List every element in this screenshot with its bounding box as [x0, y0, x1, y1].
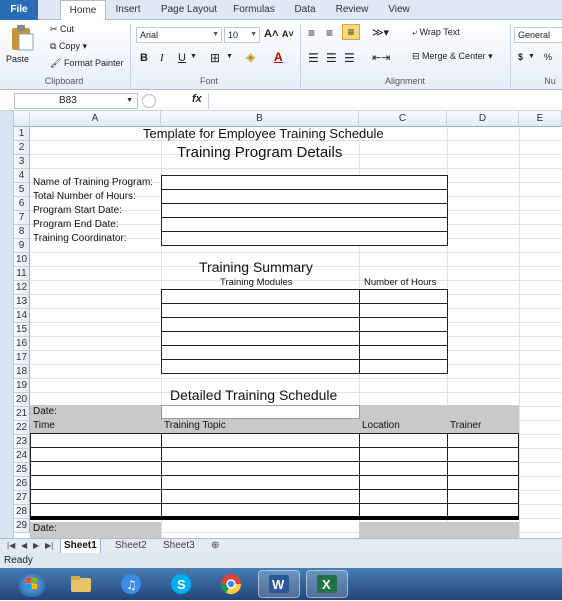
column-header-d[interactable]: D	[447, 111, 519, 127]
schedule-cell[interactable]	[447, 461, 519, 476]
summary-cell[interactable]	[359, 331, 448, 346]
row-header[interactable]: 3	[14, 155, 30, 169]
summary-cell[interactable]	[359, 359, 448, 374]
chrome-icon[interactable]	[210, 570, 252, 598]
windows-start-icon[interactable]	[18, 571, 46, 597]
start-date-cell[interactable]	[161, 203, 448, 218]
total-hours-cell[interactable]	[161, 189, 448, 204]
row-header[interactable]: 9	[14, 239, 30, 253]
row-header[interactable]: 29	[14, 519, 30, 533]
schedule-header-fill	[30, 419, 519, 433]
ribbon-tabs	[0, 0, 562, 20]
schedule-cell[interactable]	[447, 433, 519, 448]
schedule-cell[interactable]	[161, 433, 360, 448]
row-header[interactable]: 17	[14, 351, 30, 365]
ribbon-home	[0, 20, 562, 90]
chevron-down-icon: ▼	[212, 31, 219, 38]
font-color-icon[interactable]: A	[274, 50, 283, 64]
merge-center-button[interactable]: ⊟ Merge & Center ▾	[412, 51, 493, 61]
file-explorer-icon[interactable]	[60, 570, 102, 598]
chevron-down-icon: ▼	[250, 31, 257, 38]
summary-cell[interactable]	[359, 289, 448, 304]
row-header[interactable]: 15	[14, 323, 30, 337]
schedule-cell[interactable]	[161, 475, 360, 490]
gridline	[30, 252, 562, 253]
shrink-font-icon[interactable]: A˅	[282, 29, 294, 39]
schedule-cell[interactable]	[30, 489, 162, 504]
number-group-label: Nu	[544, 76, 556, 86]
row-header[interactable]: 12	[14, 281, 30, 295]
windows-taskbar	[0, 568, 562, 600]
column-header-c[interactable]: C	[359, 111, 447, 127]
paste-button[interactable]	[4, 22, 40, 72]
thick-separator	[30, 516, 519, 520]
word-icon[interactable]	[258, 570, 300, 598]
row-header[interactable]: 25	[14, 463, 30, 477]
date-row-fill	[359, 522, 519, 538]
tab-data[interactable]: Data	[294, 4, 316, 15]
tab-formulas[interactable]: Formulas	[233, 4, 275, 15]
row-header[interactable]: 6	[14, 197, 30, 211]
sheet-tab-sheet2[interactable]: Sheet2	[115, 540, 147, 551]
wrap-text-label: Wrap Text	[419, 27, 460, 37]
tab-file[interactable]: File	[0, 0, 38, 20]
chevron-down-icon[interactable]: ▼	[190, 53, 197, 60]
font-name-value: Arial	[140, 30, 159, 40]
sheet-tab-sheet3[interactable]: Sheet3	[163, 540, 195, 551]
left-window-edge	[0, 111, 14, 538]
sheet-tab-bar	[0, 538, 562, 553]
summary-cell[interactable]	[161, 289, 360, 304]
field-label-end-date: Program End Date:	[33, 219, 119, 230]
summary-cell[interactable]	[161, 359, 360, 374]
summary-cell[interactable]	[161, 345, 360, 360]
row-header[interactable]: 7	[14, 211, 30, 225]
underline-button[interactable]: U	[178, 52, 186, 64]
svg-text:X: X	[322, 577, 331, 592]
row-header[interactable]: 5	[14, 183, 30, 197]
status-bar	[0, 553, 562, 568]
align-center-icon[interactable]: ☰	[326, 51, 337, 65]
field-label-start-date: Program Start Date:	[33, 205, 122, 216]
wrap-text-button[interactable]: ⤶ Wrap Text	[412, 27, 460, 37]
align-top-icon[interactable]: ≡	[308, 26, 316, 40]
row-header[interactable]: 20	[14, 393, 30, 407]
schedule-cell[interactable]	[30, 461, 162, 476]
section-title-program-details: Training Program Details	[177, 144, 343, 161]
schedule-cell[interactable]	[359, 447, 448, 462]
gridline	[30, 378, 562, 379]
worksheet-grid[interactable]	[30, 127, 562, 538]
font-size-value: 10	[228, 30, 239, 40]
schedule-cell[interactable]	[161, 489, 360, 504]
row-header[interactable]: 4	[14, 169, 30, 183]
summary-cell[interactable]	[161, 303, 360, 318]
svg-text:♫: ♫	[126, 578, 137, 592]
row-header[interactable]: 13	[14, 295, 30, 309]
row-header[interactable]: 28	[14, 505, 30, 519]
schedule-cell[interactable]	[359, 461, 448, 476]
schedule-header-location: Location	[362, 420, 400, 431]
summary-header-hours: Number of Hours	[364, 277, 437, 288]
schedule-cell[interactable]	[447, 447, 519, 462]
name-box[interactable]	[14, 93, 138, 109]
font-size-select[interactable]	[224, 27, 260, 43]
schedule-cell[interactable]	[161, 447, 360, 462]
schedule-cell[interactable]	[30, 447, 162, 462]
row-header[interactable]: 21	[14, 407, 30, 421]
chevron-down-icon[interactable]: ▼	[226, 53, 233, 60]
row-header[interactable]: 26	[14, 477, 30, 491]
date-row-fill	[359, 405, 519, 419]
row-header[interactable]: 23	[14, 435, 30, 449]
group-separator	[510, 24, 511, 88]
paste-icon	[9, 24, 35, 52]
align-middle-icon[interactable]: ≡	[326, 26, 334, 40]
row-header[interactable]: 18	[14, 365, 30, 379]
column-header-b[interactable]: B	[161, 111, 359, 127]
insert-sheet-icon[interactable]: ⊕	[211, 540, 220, 551]
schedule-cell[interactable]	[447, 489, 519, 504]
sheet-nav-prev-icon[interactable]: ◀	[21, 541, 28, 550]
alignment-group-label: Alignment	[384, 76, 426, 86]
copy-button[interactable]: ⧉ Copy ▾	[50, 41, 87, 51]
percent-button[interactable]: %	[544, 52, 553, 62]
excel-icon[interactable]	[306, 570, 348, 598]
schedule-cell[interactable]	[447, 475, 519, 490]
schedule-header-topic: Training Topic	[164, 420, 226, 431]
bold-button[interactable]: B	[140, 52, 148, 64]
align-left-icon[interactable]: ☰	[308, 51, 319, 65]
formula-bar	[0, 91, 562, 111]
cut-button[interactable]: ✂ Cut	[50, 24, 75, 34]
section-title-summary: Training Summary	[199, 259, 313, 275]
field-label-total-hours: Total Number of Hours:	[33, 191, 136, 202]
currency-button[interactable]: $	[518, 52, 524, 62]
program-name-cell[interactable]	[161, 175, 448, 190]
select-all-corner[interactable]	[14, 111, 30, 127]
schedule-header-trainer: Trainer	[450, 420, 482, 431]
row-header[interactable]: 11	[14, 267, 30, 281]
summary-cell[interactable]	[359, 317, 448, 332]
column-header-a[interactable]: A	[30, 111, 161, 127]
row-header[interactable]: 16	[14, 337, 30, 351]
italic-button[interactable]: I	[160, 52, 164, 64]
svg-text:W: W	[272, 577, 285, 592]
section-title-schedule: Detailed Training Schedule	[170, 387, 338, 403]
summary-cell[interactable]	[161, 317, 360, 332]
font-name-select[interactable]	[136, 27, 222, 43]
orientation-icon[interactable]: ≫▾	[372, 27, 390, 39]
align-bottom-icon[interactable]: ≡	[342, 24, 360, 40]
align-right-icon[interactable]: ☰	[344, 51, 355, 65]
font-group-label: Font	[199, 76, 218, 86]
tab-page-layout[interactable]: Page Layout	[160, 4, 218, 15]
sheet-nav-next-icon[interactable]: ▶	[33, 541, 40, 550]
field-label-program-name: Name of Training Program:	[33, 177, 154, 188]
row-header[interactable]: 10	[14, 253, 30, 267]
fill-color-icon[interactable]: ◈	[246, 50, 256, 64]
summary-cell[interactable]	[161, 331, 360, 346]
clipboard-group-label: Clipboard	[44, 76, 84, 86]
copy-label: Copy	[58, 41, 80, 51]
tab-review[interactable]: Review	[335, 4, 369, 15]
summary-cell[interactable]	[359, 345, 448, 360]
row-header[interactable]: 8	[14, 225, 30, 239]
date-value-cell[interactable]	[161, 405, 360, 419]
formula-expand-icon[interactable]	[142, 94, 156, 108]
row-header[interactable]: 19	[14, 379, 30, 393]
schedule-cell[interactable]	[359, 433, 448, 448]
date-label: Date:	[33, 523, 57, 534]
chevron-down-icon[interactable]: ▼	[528, 53, 535, 60]
row-header[interactable]: 1	[14, 127, 30, 141]
itunes-icon[interactable]	[110, 570, 152, 598]
row-header[interactable]: 14	[14, 309, 30, 323]
sheet-nav-last-icon[interactable]: ▶|	[45, 541, 54, 550]
indent-icon[interactable]: ⇤⇥	[372, 52, 391, 64]
column-header-e[interactable]: E	[519, 111, 562, 127]
schedule-cell[interactable]	[161, 461, 360, 476]
sheet-title: Template for Employee Training Schedule	[143, 127, 384, 141]
skype-icon[interactable]	[160, 570, 202, 598]
schedule-cell[interactable]	[30, 433, 162, 448]
field-label-coordinator: Training Coordinator:	[33, 233, 127, 244]
merge-center-label: Merge & Center	[422, 51, 486, 61]
status-text: Ready	[4, 555, 33, 566]
row-header[interactable]: 27	[14, 491, 30, 505]
row-header[interactable]: 2	[14, 141, 30, 155]
schedule-cell[interactable]	[359, 475, 448, 490]
formula-input[interactable]	[208, 93, 560, 109]
grow-font-icon[interactable]: A˄	[264, 28, 279, 40]
sheet-tab-sheet1[interactable]: Sheet1	[60, 539, 101, 553]
chevron-down-icon: ▼	[126, 97, 133, 104]
cut-label: Cut	[60, 24, 75, 34]
summary-header-modules: Training Modules	[220, 277, 293, 288]
tab-home[interactable]: Home	[60, 0, 106, 21]
number-format-value: General	[518, 30, 551, 40]
number-format-select[interactable]	[514, 27, 562, 43]
name-box-value: B83	[59, 95, 77, 106]
insert-function-icon[interactable]: fx	[192, 93, 202, 105]
row-header[interactable]: 24	[14, 449, 30, 463]
schedule-cell[interactable]	[30, 475, 162, 490]
format-painter-button[interactable]: 🖌 Format Painter	[50, 58, 124, 68]
row-header[interactable]: 22	[14, 421, 30, 435]
group-separator	[130, 24, 131, 88]
borders-icon[interactable]: ⊞	[210, 51, 221, 65]
end-date-cell[interactable]	[161, 217, 448, 232]
tab-insert[interactable]: Insert	[115, 4, 141, 15]
svg-text:S: S	[177, 577, 186, 592]
tab-view[interactable]: View	[388, 4, 410, 15]
group-separator	[300, 24, 301, 88]
date-label: Date:	[33, 406, 57, 417]
schedule-cell[interactable]	[359, 489, 448, 504]
schedule-header-time: Time	[33, 420, 55, 431]
format-painter-label: Format Painter	[63, 58, 124, 68]
paste-label: Paste	[6, 54, 30, 64]
coordinator-cell[interactable]	[161, 231, 448, 246]
gridline	[30, 280, 562, 281]
gridline	[30, 168, 562, 169]
summary-cell[interactable]	[359, 303, 448, 318]
sheet-nav-first-icon[interactable]: |◀	[7, 541, 16, 550]
